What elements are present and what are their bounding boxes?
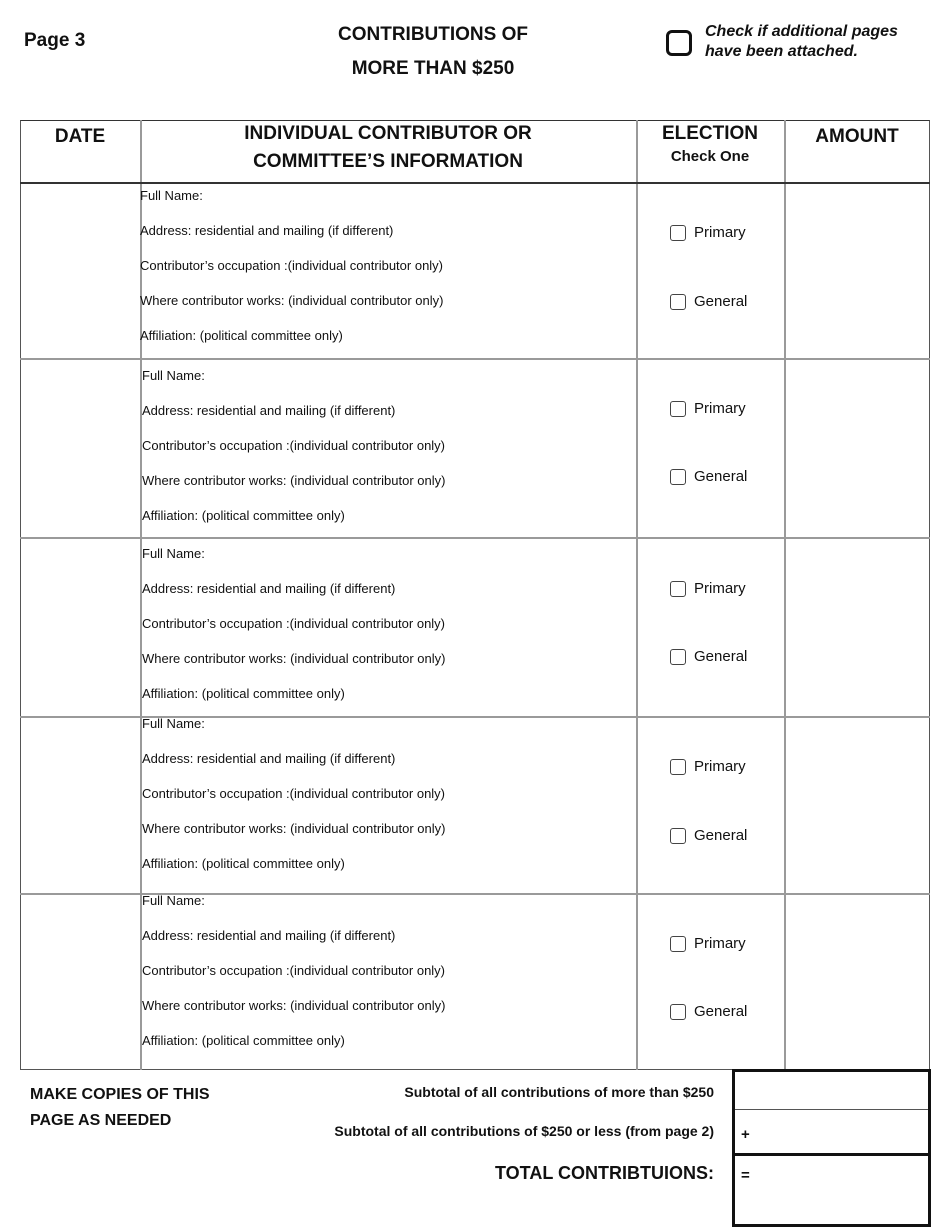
totals-box bbox=[732, 1069, 931, 1227]
affiliation-field[interactable]: Affiliation: (political committee only) bbox=[142, 1033, 345, 1048]
full-name-field[interactable]: Full Name: bbox=[142, 546, 205, 561]
address-field[interactable]: Address: residential and mailing (if different) bbox=[142, 581, 396, 596]
equals-sign: = bbox=[741, 1167, 750, 1184]
subtotal-over-label: Subtotal of all contributions of more than $250 bbox=[404, 1084, 714, 1100]
primary-label: Primary bbox=[694, 758, 746, 775]
affiliation-field[interactable]: Affiliation: (political committee only) bbox=[142, 508, 345, 523]
total-field[interactable] bbox=[735, 1156, 928, 1224]
total-label: TOTAL CONTRIBTUIONS: bbox=[495, 1163, 714, 1183]
general-label: General bbox=[694, 293, 748, 310]
general-label: General bbox=[694, 468, 748, 485]
primary-option[interactable] bbox=[670, 400, 746, 417]
employer-field[interactable]: Where contributor works: (individual contributor only) bbox=[142, 473, 446, 488]
col-header-info bbox=[140, 120, 636, 176]
general-checkbox[interactable] bbox=[670, 294, 686, 310]
primary-label: Primary bbox=[694, 224, 746, 241]
primary-checkbox[interactable] bbox=[670, 225, 686, 241]
subtotal-under-label: Subtotal of all contributions of $250 or less (from page 2) bbox=[334, 1123, 714, 1139]
affiliation-field[interactable]: Affiliation: (political committee only) bbox=[142, 686, 345, 701]
page-number: Page 3 bbox=[24, 30, 86, 51]
occupation-field[interactable]: Contributor’s occupation :(individual contributor only) bbox=[140, 258, 444, 273]
general-checkbox[interactable] bbox=[670, 828, 686, 844]
contribution-row bbox=[20, 358, 930, 537]
additional-pages-label bbox=[705, 22, 935, 62]
address-field[interactable]: Address: residential and mailing (if different) bbox=[140, 223, 394, 238]
primary-checkbox[interactable] bbox=[670, 759, 686, 775]
col-header-amount: AMOUNT bbox=[815, 126, 899, 147]
general-option[interactable] bbox=[670, 827, 747, 844]
address-field[interactable]: Address: residential and mailing (if different) bbox=[142, 751, 396, 766]
employer-field[interactable]: Where contributor works: (individual contributor only) bbox=[142, 998, 446, 1013]
full-name-field[interactable]: Full Name: bbox=[142, 368, 205, 383]
general-option[interactable] bbox=[670, 293, 747, 310]
page-title bbox=[300, 18, 566, 86]
occupation-field[interactable]: Contributor’s occupation :(individual contributor only) bbox=[142, 438, 446, 453]
attach-line-1: Check if additional pages bbox=[705, 23, 898, 40]
general-label: General bbox=[694, 827, 748, 844]
additional-pages-checkbox[interactable] bbox=[666, 30, 692, 56]
primary-checkbox[interactable] bbox=[670, 401, 686, 417]
occupation-field[interactable]: Contributor’s occupation :(individual contributor only) bbox=[142, 963, 446, 978]
election-subheader: Check One bbox=[670, 148, 750, 165]
title-line-1: CONTRIBUTIONS OF bbox=[338, 24, 528, 45]
subtotal-under-field[interactable] bbox=[735, 1110, 928, 1153]
general-checkbox[interactable] bbox=[670, 469, 686, 485]
contribution-row bbox=[20, 537, 930, 716]
plus-sign: + bbox=[741, 1126, 750, 1143]
general-option[interactable] bbox=[670, 648, 747, 665]
address-field[interactable]: Address: residential and mailing (if different) bbox=[142, 928, 396, 943]
occupation-field[interactable]: Contributor’s occupation :(individual contributor only) bbox=[142, 786, 446, 801]
primary-option[interactable] bbox=[670, 224, 746, 241]
employer-field[interactable]: Where contributor works: (individual contributor only) bbox=[142, 821, 446, 836]
contributions-table bbox=[20, 120, 930, 1070]
primary-option[interactable] bbox=[670, 580, 746, 597]
copies-note bbox=[30, 1082, 210, 1134]
general-option[interactable] bbox=[670, 468, 747, 485]
attach-line-2: have been attached. bbox=[705, 43, 858, 60]
primary-option[interactable] bbox=[670, 758, 746, 775]
contribution-row bbox=[20, 716, 930, 893]
primary-label: Primary bbox=[694, 400, 746, 417]
full-name-field[interactable]: Full Name: bbox=[142, 716, 205, 731]
election-header: ELECTION bbox=[661, 123, 759, 144]
employer-field[interactable]: Where contributor works: (individual contributor only) bbox=[142, 651, 446, 666]
copies-note-line-1: MAKE COPIES OF THIS bbox=[30, 1086, 210, 1103]
general-option[interactable] bbox=[670, 1003, 747, 1020]
contribution-row bbox=[20, 182, 930, 358]
full-name-field[interactable]: Full Name: bbox=[142, 893, 205, 908]
general-checkbox[interactable] bbox=[670, 1004, 686, 1020]
subtotal-over-field[interactable] bbox=[735, 1072, 928, 1109]
occupation-field[interactable]: Contributor’s occupation :(individual contributor only) bbox=[142, 616, 446, 631]
primary-checkbox[interactable] bbox=[670, 936, 686, 952]
general-label: General bbox=[694, 1003, 748, 1020]
info-header-line-1: INDIVIDUAL CONTRIBUTOR OR bbox=[244, 123, 532, 144]
primary-option[interactable] bbox=[670, 935, 746, 952]
employer-field[interactable]: Where contributor works: (individual contributor only) bbox=[140, 293, 444, 308]
title-line-2: MORE THAN $250 bbox=[351, 58, 515, 79]
affiliation-field[interactable]: Affiliation: (political committee only) bbox=[142, 856, 345, 871]
copies-note-line-2: PAGE AS NEEDED bbox=[30, 1112, 172, 1129]
address-field[interactable]: Address: residential and mailing (if different) bbox=[142, 403, 396, 418]
full-name-field[interactable]: Full Name: bbox=[140, 188, 203, 203]
primary-label: Primary bbox=[694, 935, 746, 952]
col-header-election bbox=[636, 120, 784, 166]
affiliation-field[interactable]: Affiliation: (political committee only) bbox=[140, 328, 343, 343]
info-header-line-2: COMMITTEE’S INFORMATION bbox=[253, 151, 523, 172]
col-header-date: DATE bbox=[54, 126, 106, 147]
primary-checkbox[interactable] bbox=[670, 581, 686, 597]
general-checkbox[interactable] bbox=[670, 649, 686, 665]
primary-label: Primary bbox=[694, 580, 746, 597]
contribution-row bbox=[20, 893, 930, 1070]
general-label: General bbox=[694, 648, 748, 665]
